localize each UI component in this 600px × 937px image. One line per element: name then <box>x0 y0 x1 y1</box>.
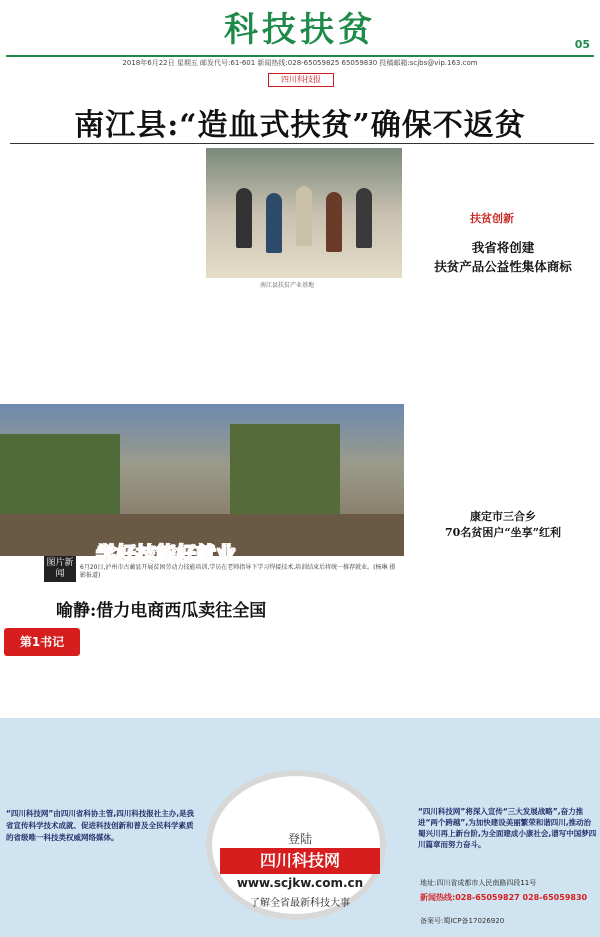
photo-caption: 南江县扶贫产业基地 <box>260 282 315 289</box>
side-headline2-line1: 康定市三合乡 <box>470 510 536 523</box>
headline-rule <box>10 143 594 144</box>
ad-login-label: 登陆 <box>287 832 312 846</box>
column-logo: 扶贫创新 <box>470 212 514 225</box>
side-headline-line2: 扶贫产品公益性集体商标 <box>434 259 572 274</box>
secondary-headline: 喻静:借力电商西瓜卖往全国 <box>56 601 267 621</box>
page-number: 05 <box>574 38 590 51</box>
masthead-rule <box>6 55 594 57</box>
ad-url[interactable]: www.scjkw.com.cn <box>236 876 364 890</box>
first-secretary-badge: 第1书记 <box>4 628 80 656</box>
greenhouse-photo <box>206 148 402 278</box>
photo-caption: 6月20日,泸州市古蔺县开展贫困劳动力技能培训,学员在老师指导下学习焊接技术,培训结束后将统一推荐就业。(杨琳 摄影报道) <box>80 564 396 579</box>
newspaper-logo: 四川科技报 <box>268 73 334 87</box>
newspaper-section-title: 科技扶贫 <box>224 10 376 50</box>
ad-site-name: 四川科技网 <box>220 848 380 874</box>
masthead-info: 2018年6月22日 星期五 邮发代号:61-601 新闻热线:028-65059825 65059830 投稿邮箱:scjbs@vip.163.com <box>122 59 478 67</box>
ad-icp: 备案号:蜀ICP备17026920 <box>420 917 505 925</box>
ad-slogan: 了解全省最新科技大事 <box>250 898 350 909</box>
side-headline-line1: 我省将创建 <box>471 240 535 255</box>
main-headline: 南江县:“造血式扶贫”确保不返贫 <box>74 108 526 143</box>
photo-overlay-title: 学好技能好就业 <box>96 542 236 566</box>
ad-contact: 地址:四川省成都市人民南路四段11号 <box>420 879 537 887</box>
photo-news-badge: 图片新闻 <box>44 556 76 582</box>
side-headline2-line2: 70名贫困户“坐享”红利 <box>445 526 561 539</box>
ad-phone: 新闻热线:028-65059827 028-65059830 <box>420 893 588 902</box>
welding-training-photo <box>0 404 404 556</box>
ad-right-text: “四川科技网”将深入宣传“三大发展战略”,奋力推进“两个跨越”,为加快建设美丽繁荣和谐四川,推动治蜀兴川再上新台阶,为全面建成小康社会,谱写中国梦四川篇章而努力奋斗。 <box>418 807 597 849</box>
ad-left-text: “四川科技网”由四川省科协主管,四川科技报社主办,是我省宣传科学技术成就、促进科技创新和普及全民科学素质的省级唯一科技类权威网络媒体。 <box>6 809 195 842</box>
